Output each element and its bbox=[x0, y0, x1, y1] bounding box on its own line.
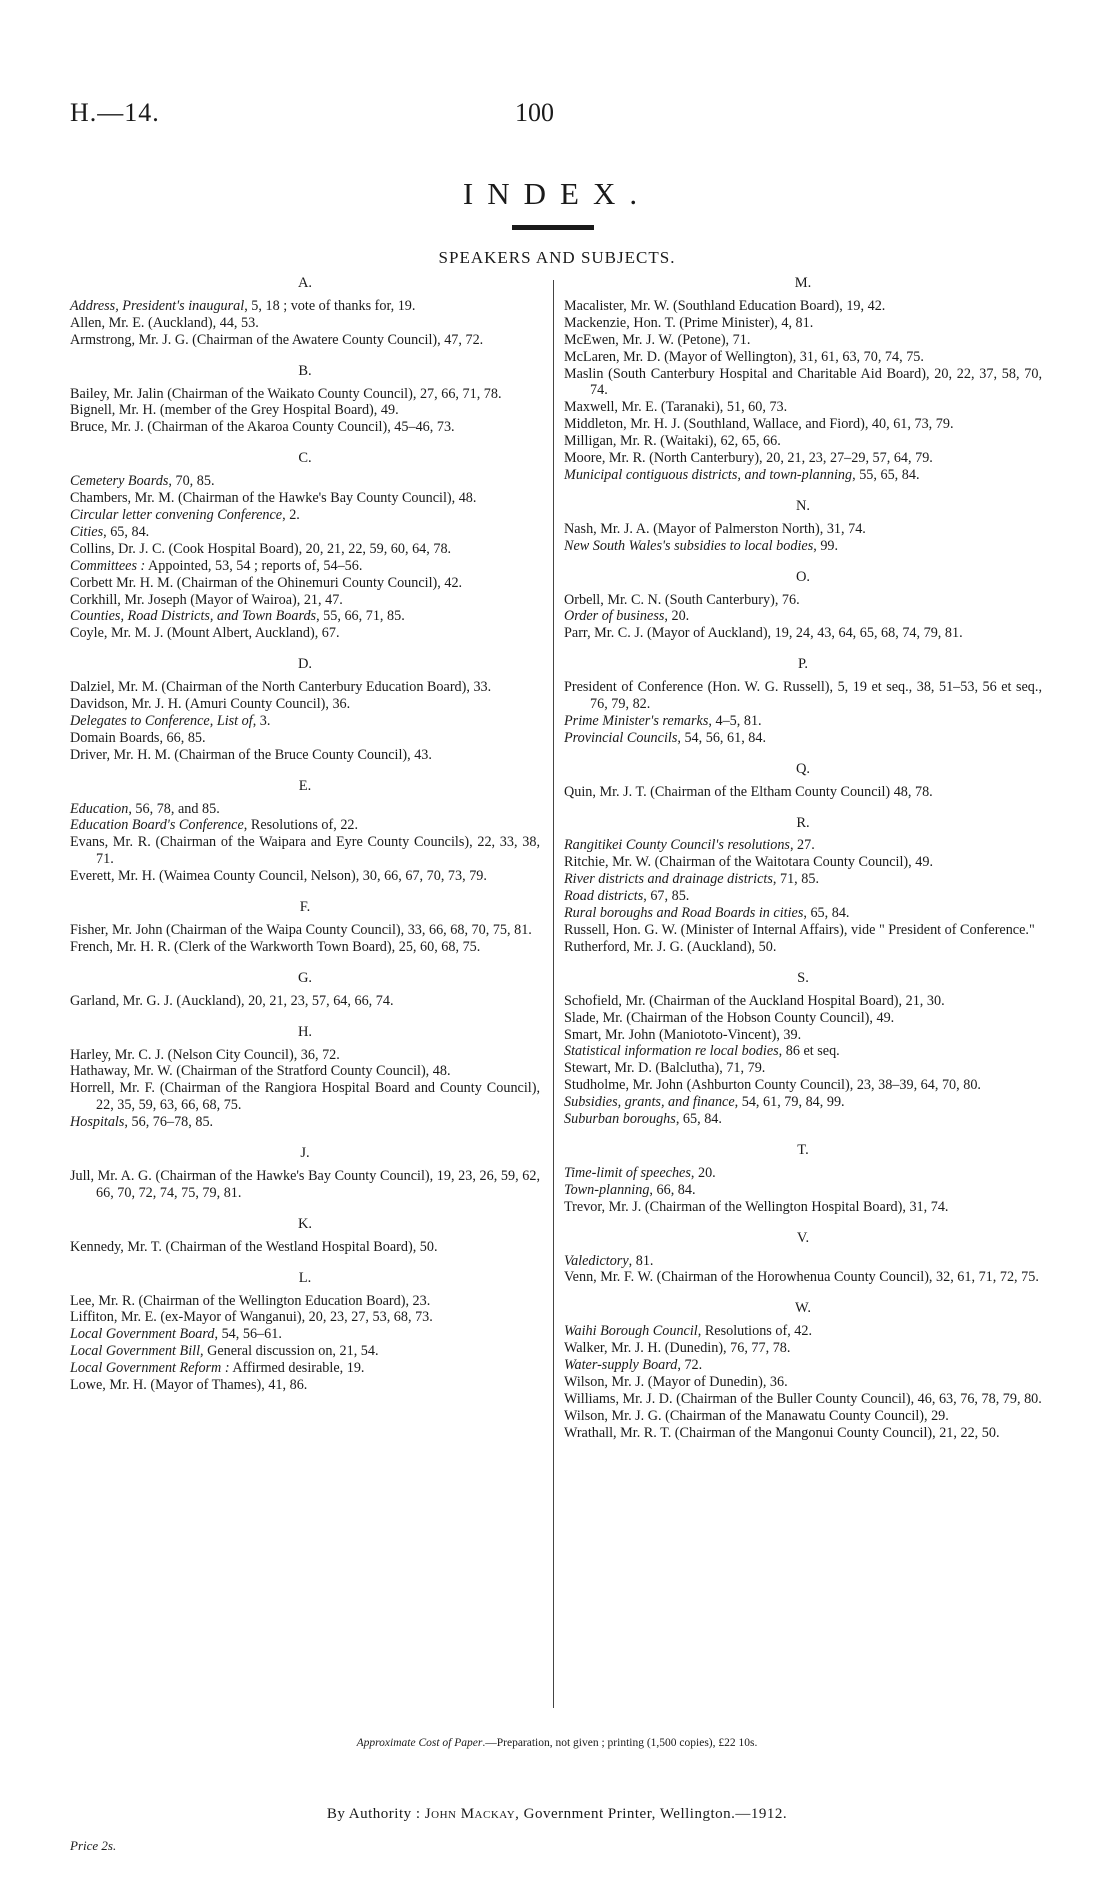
index-entry: Fisher, Mr. John (Chairman of the Waipa County Council), 33, 66, 68, 70, 75, 81. bbox=[70, 922, 532, 938]
entry-subject: Education Board's Conference bbox=[70, 817, 244, 834]
section-letter: T. bbox=[797, 1141, 809, 1158]
section-letter: Q. bbox=[795, 760, 811, 777]
entry-pages: , General discussion on, 21, 54. bbox=[200, 1343, 379, 1360]
index-entry: Maxwell, Mr. E. (Taranaki), 51, 60, 73. bbox=[564, 399, 788, 416]
entry-subject: River districts and drainage districts bbox=[564, 871, 773, 888]
index-entry: Williams, Mr. J. D. (Chairman of the Buller County Council), 46, 63, 76, 78, 79, 80. bbox=[564, 1390, 1042, 1407]
entry-subject: Local Government Reform : bbox=[70, 1360, 230, 1377]
index-entry: Orbell, Mr. C. N. (South Canterbury), 76. bbox=[564, 591, 800, 608]
index-entry bbox=[70, 298, 540, 315]
index-entry bbox=[564, 730, 1042, 747]
index-entry bbox=[564, 1094, 1042, 1111]
cost-footnote bbox=[0, 1737, 1114, 1749]
entry-pages: , 72. bbox=[677, 1357, 703, 1374]
index-entry: Everett, Mr. H. (Waimea County Council, Nelson), 30, 66, 67, 70, 73, 79. bbox=[70, 868, 487, 885]
entry-subject: New South Wales's subsidies to local bodies bbox=[564, 537, 814, 554]
index-entry: Maslin (South Canterbury Hospital and Charitable Aid Board), 20, 22, 37, 58, 70, 74. bbox=[564, 365, 1042, 399]
section-letter: P. bbox=[797, 656, 809, 673]
entry-pages: , 55, 66, 71, 85. bbox=[316, 608, 405, 625]
entry-subject: Address, President's inaugural bbox=[70, 297, 245, 314]
index-entry: Quin, Mr. J. T. (Chairman of the Eltham County Council) 48, 78. bbox=[564, 783, 933, 800]
entry-subject: Municipal contiguous districts, and town-planning bbox=[564, 466, 853, 483]
index-entry bbox=[564, 905, 1042, 922]
entry-subject: Hospitals bbox=[70, 1114, 125, 1131]
entry-pages: , 67, 85. bbox=[643, 888, 690, 905]
index-entry: Horrell, Mr. F. (Chairman of the Rangiora Hospital Board and County Council), 22, 35, 59, 63, 66, 68, 75. bbox=[70, 1080, 540, 1114]
entry-pages: , 4–5, 81. bbox=[708, 712, 762, 729]
left-column bbox=[70, 275, 540, 1394]
section-letter: R. bbox=[796, 814, 810, 831]
index-entry: Harley, Mr. C. J. (Nelson City Council), 36, 72. bbox=[70, 1046, 340, 1063]
entry-pages: , 65, 84. bbox=[675, 1111, 722, 1128]
index-entry: Parr, Mr. C. J. (Mayor of Auckland), 19, 24, 43, 64, 65, 68, 74, 79, 81. bbox=[564, 625, 963, 642]
index-entry: Wrathall, Mr. R. T. (Chairman of the Mangonui County Council), 21, 22, 50. bbox=[564, 1424, 1000, 1441]
entry-subject: Town-planning bbox=[564, 1181, 650, 1198]
section-letter: L. bbox=[298, 1269, 312, 1286]
entry-pages: , 55, 65, 84. bbox=[852, 466, 920, 483]
index-entry: Domain Boards, 66, 85. bbox=[70, 729, 206, 746]
entry-pages: , 81. bbox=[628, 1252, 654, 1269]
index-entry bbox=[70, 1360, 540, 1377]
entry-pages: , 99. bbox=[813, 537, 839, 554]
index-entry: Middleton, Mr. H. J. (Southland, Wallace, and Fiord), 40, 61, 73, 79. bbox=[564, 416, 954, 433]
section-letter: D. bbox=[297, 656, 313, 673]
entry-subject: Counties, Road Districts, and Town Boards bbox=[70, 608, 317, 625]
section-letter: J. bbox=[300, 1145, 310, 1162]
entry-pages: , 56, 76–78, 85. bbox=[124, 1114, 214, 1131]
index-entry: Garland, Mr. G. J. (Auckland), 20, 21, 23, 57, 64, 66, 74. bbox=[70, 992, 394, 1009]
index-entry: Lee, Mr. R. (Chairman of the Wellington Education Board), 23. bbox=[70, 1292, 431, 1309]
index-entry: McEwen, Mr. J. W. (Petone), 71. bbox=[564, 331, 751, 348]
page-number: 100 bbox=[515, 98, 554, 127]
index-entry bbox=[564, 1323, 1042, 1340]
right-column bbox=[564, 275, 1042, 1442]
entry-subject: Subsidies, grants, and finance bbox=[564, 1094, 735, 1111]
entry-pages: , 20. bbox=[664, 608, 690, 625]
section-letter: F. bbox=[299, 899, 311, 916]
entry-pages: , 2. bbox=[282, 506, 300, 523]
index-entry: Armstrong, Mr. J. G. (Chairman of the Awatere County Council), 47, 72. bbox=[70, 331, 484, 348]
index-entry: Corkhill, Mr. Joseph (Mayor of Wairoa), 21, 47. bbox=[70, 591, 343, 608]
entry-pages: Affirmed desirable, 19. bbox=[229, 1360, 365, 1377]
index-entry bbox=[70, 1114, 540, 1131]
entry-subject: Prime Minister's remarks bbox=[564, 712, 709, 729]
section-letter: B. bbox=[298, 362, 312, 379]
index-entry bbox=[70, 608, 540, 625]
page-reference: H.—14. bbox=[70, 98, 160, 127]
index-entry bbox=[70, 524, 540, 541]
index-entry bbox=[70, 817, 540, 834]
entry-pages: , Resolutions of, 22. bbox=[243, 817, 359, 834]
index-entry bbox=[70, 713, 540, 730]
section-letter: E. bbox=[298, 777, 312, 794]
index-entry bbox=[564, 608, 1042, 625]
entry-subject: Education bbox=[70, 800, 129, 817]
entry-subject: Provincial Councils bbox=[564, 729, 678, 746]
section-letter: K. bbox=[297, 1215, 313, 1232]
index-entry: Smart, Mr. John (Maniototo-Vincent), 39. bbox=[564, 1026, 802, 1043]
imprint-prefix: By Authority : bbox=[326, 1806, 421, 1822]
index-entry: Evans, Mr. R. (Chairman of the Waipara and Eyre County Councils), 22, 33, 38, 71. bbox=[70, 834, 540, 868]
entry-subject: Rangitikei County Council's resolutions bbox=[564, 837, 790, 854]
entry-pages: , 27. bbox=[789, 837, 815, 854]
section-letter: H. bbox=[297, 1023, 313, 1040]
entry-pages: Appointed, 53, 54 ; reports of, 54–56. bbox=[145, 557, 363, 574]
entry-pages: , 86 et seq. bbox=[778, 1043, 840, 1060]
entry-pages: , 56, 78, and 85. bbox=[128, 800, 220, 817]
index-entry bbox=[564, 871, 1042, 888]
index-entry bbox=[564, 467, 1042, 484]
index-entry bbox=[70, 473, 540, 490]
entry-subject: Delegates to Conference, List of bbox=[70, 712, 253, 729]
index-entry: Nash, Mr. J. A. (Mayor of Palmerston North), 31, 74. bbox=[564, 520, 866, 537]
entry-subject: Statistical information re local bodies bbox=[564, 1043, 779, 1060]
entry-subject: Valedictory bbox=[564, 1252, 629, 1269]
entry-pages: , 54, 56–61. bbox=[214, 1326, 282, 1343]
entry-pages: , 54, 56, 61, 84. bbox=[677, 729, 767, 746]
entry-subject: Time-limit of speeches bbox=[564, 1164, 691, 1181]
entry-subject: Rural boroughs and Road Boards in cities bbox=[564, 905, 804, 922]
index-title: INDEX. bbox=[462, 176, 652, 211]
cost-label: Approximate Cost of Paper bbox=[356, 1737, 483, 1749]
index-entry: Studholme, Mr. John (Ashburton County Council), 23, 38–39, 64, 70, 80. bbox=[564, 1077, 981, 1094]
index-entry bbox=[564, 1357, 1042, 1374]
entry-subject: Circular letter convening Conference bbox=[70, 506, 283, 523]
index-entry bbox=[564, 1111, 1042, 1128]
section-letter: S. bbox=[797, 969, 809, 986]
index-entry bbox=[70, 1326, 540, 1343]
index-entry: Bignell, Mr. H. (member of the Grey Hospital Board), 49. bbox=[70, 402, 399, 419]
index-entry: Venn, Mr. F. W. (Chairman of the Horowhenua County Council), 32, 61, 71, 72, 75. bbox=[564, 1269, 1039, 1286]
index-entry: Jull, Mr. A. G. (Chairman of the Hawke's Bay County Council), 19, 23, 26, 59, 62, 66, 70, 72, 74, 75, 79, 81. bbox=[70, 1167, 540, 1201]
entry-subject: Suburban boroughs bbox=[564, 1111, 676, 1128]
entry-pages: , 20. bbox=[690, 1164, 716, 1181]
entry-pages: , 5, 18 ; vote of thanks for, 19. bbox=[244, 297, 416, 314]
entry-pages: , 3. bbox=[252, 712, 271, 729]
index-entry bbox=[70, 1343, 540, 1360]
column-divider bbox=[553, 280, 554, 1708]
section-letter: W. bbox=[795, 1300, 811, 1317]
index-entry: Slade, Mr. (Chairman of the Hobson County Council), 49. bbox=[564, 1009, 895, 1026]
index-entry: Russell, Hon. G. W. (Minister of Internal Affairs), vide " President of Conference." bbox=[564, 922, 1035, 938]
index-entry: Walker, Mr. J. H. (Dunedin), 76, 77, 78. bbox=[564, 1340, 791, 1357]
index-entry: Trevor, Mr. J. (Chairman of the Wellington Hospital Board), 31, 74. bbox=[564, 1198, 949, 1215]
index-entry: Macalister, Mr. W. (Southland Education Board), 19, 42. bbox=[564, 297, 886, 314]
entry-subject: Cities bbox=[70, 523, 104, 540]
entry-subject: Committees : bbox=[70, 557, 146, 574]
index-entry bbox=[564, 888, 1042, 905]
index-entry: Milligan, Mr. R. (Waitaki), 62, 65, 66. bbox=[564, 433, 781, 450]
index-entry bbox=[564, 1253, 1042, 1270]
imprint-suffix: , Government Printer, Wellington.—1912. bbox=[515, 1806, 788, 1822]
index-entry: French, Mr. H. R. (Clerk of the Warkworth Town Board), 25, 60, 68, 75. bbox=[70, 938, 481, 955]
index-entry: Rutherford, Mr. J. G. (Auckland), 50. bbox=[564, 938, 777, 955]
index-entry: Stewart, Mr. D. (Balclutha), 71, 79. bbox=[564, 1060, 766, 1077]
index-entry: Kennedy, Mr. T. (Chairman of the Westland Hospital Board), 50. bbox=[70, 1238, 438, 1255]
entry-subject: Local Government Bill bbox=[70, 1343, 201, 1360]
entry-pages: , 65, 84. bbox=[803, 905, 850, 922]
index-entry: Mackenzie, Hon. T. (Prime Minister), 4, 81. bbox=[564, 314, 814, 331]
entry-subject: Waihi Borough Council bbox=[564, 1323, 698, 1340]
section-letter: N. bbox=[795, 497, 811, 514]
index-entry: McLaren, Mr. D. (Mayor of Wellington), 31, 61, 63, 70, 74, 75. bbox=[564, 348, 924, 365]
index-entry bbox=[564, 1043, 1042, 1060]
index-entry: Liffiton, Mr. E. (ex-Mayor of Wanganui), 20, 23, 27, 53, 68, 73. bbox=[70, 1309, 433, 1326]
section-letter: M. bbox=[794, 275, 812, 291]
entry-subject: Order of business bbox=[564, 608, 665, 625]
index-entry: Driver, Mr. H. M. (Chairman of the Bruce County Council), 43. bbox=[70, 746, 432, 763]
index-entry bbox=[564, 837, 1042, 854]
entry-pages: , 54, 61, 79, 84, 99. bbox=[734, 1094, 845, 1111]
title-rule bbox=[512, 225, 594, 230]
index-entry: Chambers, Mr. M. (Chairman of the Hawke's Bay County Council), 48. bbox=[70, 490, 477, 507]
index-entry bbox=[70, 507, 540, 524]
index-entry bbox=[70, 801, 540, 818]
entry-pages: , 71, 85. bbox=[772, 871, 819, 888]
index-entry: Corbett Mr. H. M. (Chairman of the Ohinemuri County Council), 42. bbox=[70, 574, 463, 591]
index-entry: Schofield, Mr. (Chairman of the Auckland Hospital Board), 21, 30. bbox=[564, 992, 945, 1009]
section-letter: G. bbox=[297, 969, 313, 986]
index-entry bbox=[564, 713, 1042, 730]
section-letter: V. bbox=[796, 1229, 810, 1246]
entry-pages: , 66, 84. bbox=[649, 1181, 696, 1198]
entry-pages: , Resolutions of, 42. bbox=[697, 1323, 813, 1340]
entry-pages: , 65, 84. bbox=[103, 523, 150, 540]
index-entry: Dalziel, Mr. M. (Chairman of the North Canterbury Education Board), 33. bbox=[70, 679, 492, 696]
entry-subject: Cemetery Boards bbox=[70, 473, 169, 490]
index-entry bbox=[564, 538, 1042, 555]
index-entry: Davidson, Mr. J. H. (Amuri County Council), 36. bbox=[70, 696, 351, 713]
index-entry: Bailey, Mr. Jalin (Chairman of the Waikato County Council), 27, 66, 71, 78. bbox=[70, 385, 502, 402]
index-entry: Collins, Dr. J. C. (Cook Hospital Board), 20, 21, 22, 59, 60, 64, 78. bbox=[70, 540, 452, 557]
section-letter: O. bbox=[795, 568, 811, 585]
index-entry: Bruce, Mr. J. (Chairman of the Akaroa County Council), 45–46, 73. bbox=[70, 419, 455, 436]
index-entry: Wilson, Mr. J. G. (Chairman of the Manawatu County Council), 29. bbox=[564, 1407, 949, 1424]
printer-name: John Mackay bbox=[424, 1806, 516, 1822]
entry-subject: Local Government Board bbox=[70, 1326, 215, 1343]
index-entry: Moore, Mr. R. (North Canterbury), 20, 21, 23, 27–29, 57, 64, 79. bbox=[564, 450, 933, 467]
index-entry: Hathaway, Mr. W. (Chairman of the Stratford County Council), 48. bbox=[70, 1063, 451, 1080]
entry-subject: Road districts bbox=[564, 888, 644, 905]
index-entry: Ritchie, Mr. W. (Chairman of the Waitotara County Council), 49. bbox=[564, 854, 933, 871]
entry-pages: , 70, 85. bbox=[168, 473, 215, 490]
cost-text: .—Preparation, not given ; printing (1,500 copies), £22 10s. bbox=[482, 1737, 758, 1749]
index-entry: Wilson, Mr. J. (Mayor of Dunedin), 36. bbox=[564, 1373, 788, 1390]
index-entry: President of Conference (Hon. W. G. Russell), 5, 19 et seq., 38, 51–53, 56 et seq., 76, 79, 82. bbox=[564, 679, 1042, 713]
index-entry: Lowe, Mr. H. (Mayor of Thames), 41, 86. bbox=[70, 1377, 308, 1394]
index-entry bbox=[564, 1165, 1042, 1182]
index-entry bbox=[564, 1182, 1042, 1199]
index-entry bbox=[70, 558, 540, 575]
index-entry: Allen, Mr. E. (Auckland), 44, 53. bbox=[70, 314, 259, 331]
index-subtitle: SPEAKERS AND SUBJECTS. bbox=[438, 248, 676, 267]
printer-imprint bbox=[0, 1806, 1114, 1823]
price: Price 2s. bbox=[70, 1838, 117, 1853]
entry-subject: Water-supply Board bbox=[564, 1357, 678, 1374]
section-letter: A. bbox=[297, 275, 313, 291]
section-letter: C. bbox=[298, 450, 312, 467]
index-entry: Coyle, Mr. M. J. (Mount Albert, Auckland), 67. bbox=[70, 625, 340, 642]
